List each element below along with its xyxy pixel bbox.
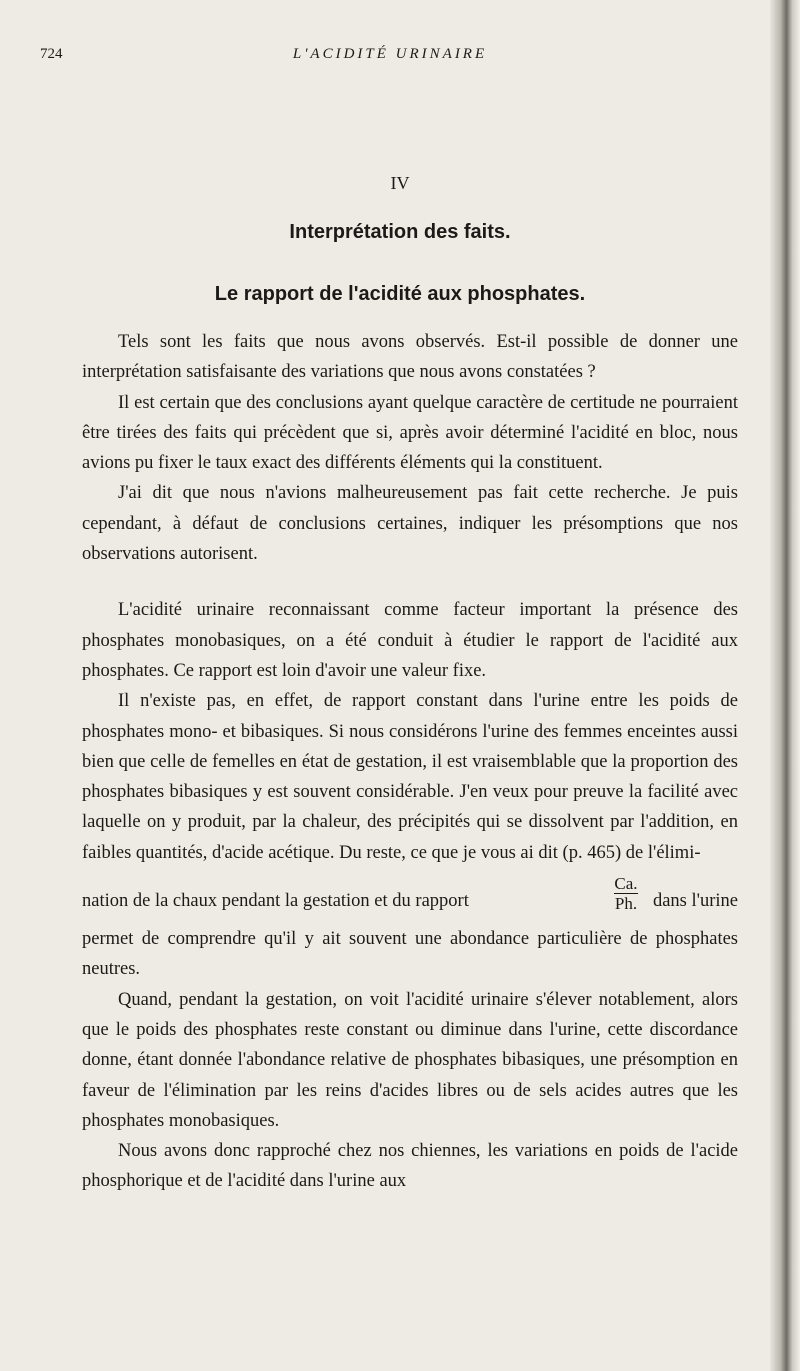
formula-text-before: nation de la chaux pendant la gestation et du rapport <box>82 891 469 912</box>
page-number: 724 <box>40 46 63 62</box>
section-number: IV <box>390 173 410 193</box>
formula-line <box>82 874 738 922</box>
paragraph: Quand, pendant la gestation, on voit l'acidité urinaire s'élever notablement, alors que le poids des phosphates reste constant ou diminue dans l'urine, cette discordance donne, étant donnée l'abondance relative de phosphates bibasiques, une présomption en faveur de l'élimination par les reins d'acides libres ou de sels acides autres que les phosphates monobasiques. <box>82 989 738 1131</box>
fraction <box>614 874 638 913</box>
running-title: L'ACIDITÉ URINAIRE <box>292 46 488 62</box>
formula-text-after: dans l'urine <box>652 891 738 912</box>
body-text <box>82 327 738 1197</box>
section-title: Interprétation des faits. <box>289 221 511 243</box>
paragraph: Il n'existe pas, en effet, de rapport constant dans l'urine entre les poids de phosphates mono- et bibasiques. Si nous considérons l'urine des femmes enceintes aussi bien que celle de femelles en état de gestation, il est vraisemblable que la proportion des phosphates bibasiques y est souvent considérable. J'en veux pour preuve la facilité avec laquelle on y produit, par la chaleur, des précipités qui se dissolvent par l'addition, en faibles quantités, d'acide acétique. Du reste, ce que je vous ai dit (p. 465) de l'élimi- <box>82 691 738 863</box>
section-subtitle: Le rapport de l'acidité aux phosphates. <box>214 283 586 305</box>
paragraph: Nous avons donc rapproché chez nos chiennes, les variations en poids de l'acide phosphorique et de l'acidité dans l'urine aux <box>82 1141 738 1192</box>
paragraph: L'acidité urinaire reconnaissant comme facteur important la présence des phosphates monobasiques, on a été conduit à étudier le rapport de l'acidité aux phosphates. Ce rapport est loin d'avoir une valeur fixe. <box>82 600 738 681</box>
page-edge-shadow <box>770 0 800 1371</box>
running-header <box>40 46 740 70</box>
paragraph: Il est certain que des conclusions ayant quelque caractère de certitude ne pourraient être tirées des faits qui précèdent que si, après avoir déterminé l'acidité en bloc, nous avions pu fixer le taux exact des différents éléments qui la constituent. <box>82 392 738 474</box>
fraction-denominator: Ph. <box>614 894 638 914</box>
paragraph: Tels sont les faits que nous avons observés. Est-il possible de donner une interprétation satisfaisante des variations que nous avons constatées ? <box>82 332 738 383</box>
paragraph-continuation: permet de comprendre qu'il y ait souvent une abondance particulière de phosphates neutres. <box>82 929 738 980</box>
fraction-numerator: Ca. <box>614 874 638 894</box>
paragraph: J'ai dit que nous n'avions malheureusement pas fait cette recherche. Je puis cependant, à défaut de conclusions certaines, indiquer les présomptions que nos observations autorisent. <box>82 483 738 565</box>
